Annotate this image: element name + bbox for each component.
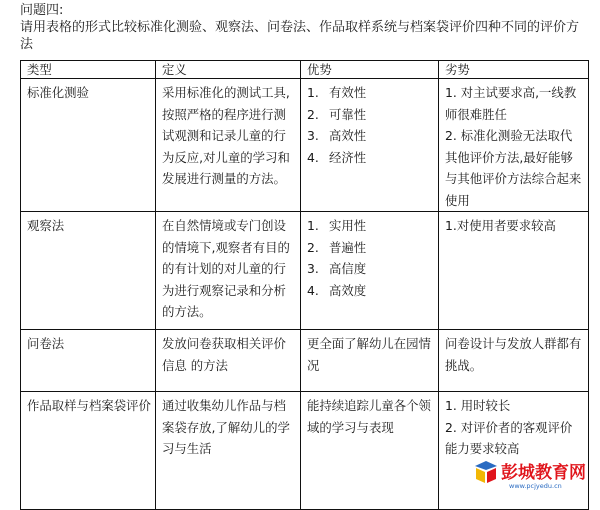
item-text: 经济性 <box>329 149 367 165</box>
cell-advantages <box>301 212 439 330</box>
cell-advantages <box>301 79 439 212</box>
item-number: 3. <box>307 261 319 276</box>
list-item <box>307 82 434 104</box>
advantages-text: 更全面了解幼儿在园情况 <box>307 336 431 373</box>
header-disadvantages: 劣势 <box>439 61 589 79</box>
comparison-table <box>20 60 589 510</box>
cell-type <box>21 79 156 212</box>
watermark-url: www.pcjyedu.cn <box>509 482 562 490</box>
list-item <box>307 125 434 147</box>
table-row <box>21 212 589 330</box>
item-number: 3. <box>307 128 319 143</box>
cell-type <box>21 392 156 510</box>
cell-advantages <box>301 392 439 510</box>
item-number: 2. <box>307 239 319 255</box>
cell-type <box>21 330 156 392</box>
type-text: 问卷法 <box>27 336 65 351</box>
disadvantages-text: 1. 对主试要求高,一线教师很难胜任 2. 标准化测验无法取代其他评价方法,最好能够与其他评价方法综合起来使用 <box>445 85 582 208</box>
item-text: 高效性 <box>329 128 367 143</box>
table-row <box>21 330 589 392</box>
watermark-brand: 彭城教育网 <box>501 463 586 483</box>
question-title: 问题四: <box>20 3 64 18</box>
list-item <box>307 258 434 280</box>
list-item <box>307 215 434 237</box>
item-number: 2. <box>307 106 319 122</box>
item-text: 可靠性 <box>329 106 367 122</box>
cell-disadvantages <box>439 79 589 212</box>
disadvantages-text: 1. 用时较长 2. 对评价者的客观评价能力要求较高 <box>445 398 573 456</box>
question-text: 请用表格的形式比较标准化测验、观察法、问卷法、作品取样系统与档案袋评价四种不同的评价方法 <box>20 20 580 52</box>
advantages-list <box>307 79 434 168</box>
advantages-list <box>307 212 434 301</box>
item-number: 4. <box>307 282 319 298</box>
type-text: 观察法 <box>27 218 65 233</box>
list-item <box>307 104 434 126</box>
advantages-text: 能持续追踪儿童各个领域的学习与表现 <box>307 398 431 435</box>
cell-type <box>21 212 156 330</box>
cell-advantages <box>301 330 439 392</box>
item-text: 有效性 <box>329 85 367 100</box>
item-text: 实用性 <box>329 218 367 233</box>
cell-definition <box>156 392 301 510</box>
cell-disadvantages <box>439 330 589 392</box>
item-text: 高信度 <box>329 261 367 276</box>
table-header-row <box>21 61 589 79</box>
item-number: 4. <box>307 149 319 165</box>
item-text: 高效度 <box>329 282 367 298</box>
disadvantages-text: 问卷设计与发放人群都有挑战。 <box>445 336 582 373</box>
definition-text: 通过收集幼儿作品与档案袋存放,了解幼儿的学习与生活 <box>162 398 290 456</box>
book-logo-icon <box>473 459 499 485</box>
list-item <box>307 237 434 259</box>
site-watermark <box>473 457 591 497</box>
item-number: 1. <box>307 218 319 233</box>
header-advantages: 优势 <box>301 61 439 79</box>
definition-text: 发放问卷获取相关评价信息 的方法 <box>162 336 286 373</box>
header-type: 类型 <box>21 61 156 79</box>
type-text: 作品取样与档案袋评价 <box>27 398 151 413</box>
header-definition: 定义 <box>156 61 301 79</box>
cell-disadvantages <box>439 212 589 330</box>
cell-definition <box>156 79 301 212</box>
table-row <box>21 79 589 212</box>
type-text: 标准化测验 <box>27 85 89 100</box>
item-text: 普遍性 <box>329 239 367 255</box>
question-block <box>20 2 590 53</box>
cell-definition <box>156 212 301 330</box>
definition-text: 采用标准化的测试工具,按照严格的程序进行测试观测和记录儿童的行为反应,对儿童的学习和发展进行测量的方法。 <box>162 85 290 186</box>
list-item <box>307 280 434 302</box>
definition-text: 在自然情境或专门创设的情境下,观察者有目的的有计划的对儿童的行为进行观察记录和分析的方法。 <box>162 218 290 319</box>
item-number: 1. <box>307 85 319 100</box>
cell-definition <box>156 330 301 392</box>
disadvantages-text: 1.对使用者要求较高 <box>445 218 556 233</box>
list-item <box>307 147 434 169</box>
